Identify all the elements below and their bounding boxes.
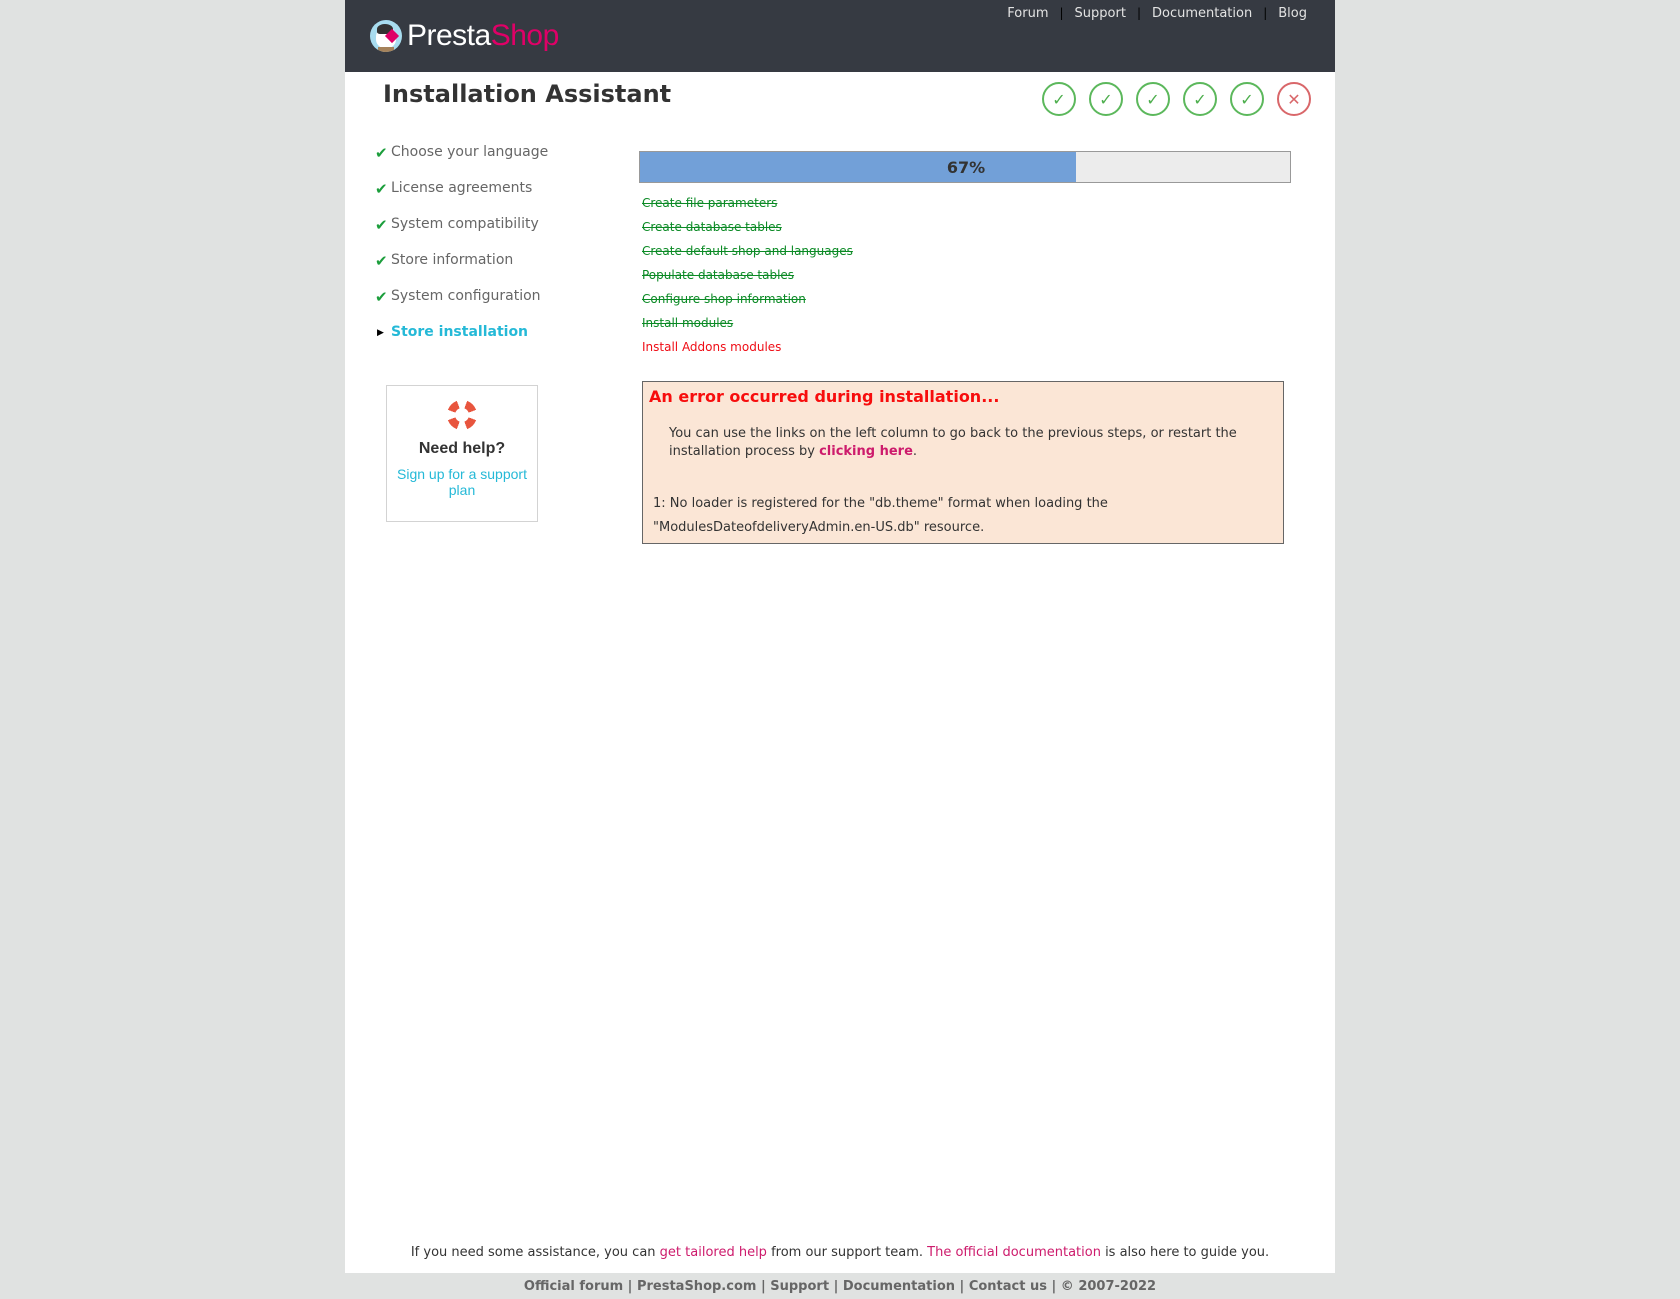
task-item: Create file parameters <box>642 196 778 210</box>
checkmark-icon: ✔ <box>375 252 388 270</box>
task-item: Create default shop and languages <box>642 244 853 258</box>
lifebuoy-icon <box>447 400 477 430</box>
top-nav <box>1007 6 1307 21</box>
sidebar-item-label: Store information <box>391 252 514 268</box>
sidebar-item-label: License agreements <box>391 180 533 196</box>
checkmark-icon: ✔ <box>375 144 388 162</box>
checkmark-icon: ✔ <box>375 288 388 306</box>
assistance-text: If you need some assistance, you can get tailored help from our support team. The official documentation is also here to guide you. <box>410 1245 1270 1260</box>
sidebar-item-label: Choose your language <box>391 144 549 160</box>
nav-separator: | <box>1136 6 1141 20</box>
footer-link-contact-us[interactable]: Contact us <box>968 1279 1047 1294</box>
task-item: Install modules <box>642 316 734 330</box>
task-item: Create database tables <box>642 220 782 234</box>
footer-link-documentation[interactable]: Documentation <box>842 1279 956 1294</box>
install-progress-bar <box>639 151 1291 183</box>
nav-link-documentation[interactable]: Documentation <box>1151 6 1253 21</box>
task-item: Populate database tables <box>642 268 795 282</box>
steps-sidebar <box>375 144 595 360</box>
check-icon: ✓ <box>1230 82 1264 116</box>
official-documentation-link[interactable]: The official documentation <box>927 1245 1101 1260</box>
progress-percent: 67% <box>946 158 986 177</box>
task-item: Configure shop information <box>642 292 806 306</box>
nav-link-blog[interactable]: Blog <box>1278 6 1307 21</box>
nav-separator: | <box>1059 6 1064 20</box>
sidebar-item-system-compatibility[interactable] <box>375 216 595 252</box>
cross-icon: ✕ <box>1277 82 1311 116</box>
check-icon: ✓ <box>1089 82 1123 116</box>
sidebar-item-system-configuration[interactable] <box>375 288 595 324</box>
page-title: Installation Assistant <box>383 80 672 108</box>
checkmark-icon: ✔ <box>375 180 388 198</box>
header-bar <box>345 0 1335 72</box>
prestashop-logo[interactable] <box>370 19 559 53</box>
footer-link-prestashop-com[interactable]: PrestaShop.com <box>636 1279 757 1294</box>
nav-link-forum[interactable]: Forum <box>1007 6 1049 21</box>
error-box <box>642 381 1284 544</box>
install-task-list <box>642 196 853 364</box>
sidebar-item-store-information[interactable] <box>375 252 595 288</box>
footer-link-support[interactable]: Support <box>770 1279 830 1294</box>
tailored-help-link[interactable]: get tailored help <box>659 1245 767 1260</box>
copyright: © 2007-2022 <box>1060 1279 1157 1294</box>
footer-links: Official forum | PrestaShop.com | Support | Documentation | Contact us | © 2007-2022 <box>523 1279 1157 1294</box>
current-step-arrow-icon: ▶ <box>377 328 384 338</box>
need-help-title: Need help? <box>418 440 506 457</box>
logo-text: PrestaShop <box>407 19 559 52</box>
check-icon: ✓ <box>1136 82 1170 116</box>
nav-separator: | <box>1263 6 1268 20</box>
nav-link-support[interactable]: Support <box>1074 6 1126 21</box>
step-status-indicators <box>1042 82 1311 116</box>
sidebar-item-label: System configuration <box>391 288 541 304</box>
support-plan-link[interactable]: Sign up for a support plan <box>397 466 527 498</box>
check-icon: ✓ <box>1042 82 1076 116</box>
need-help-box <box>386 385 538 522</box>
sidebar-item-label: System compatibility <box>391 216 539 232</box>
error-title: An error occurred during installation... <box>649 387 1000 406</box>
checkmark-icon: ✔ <box>375 216 388 234</box>
footer-link-official-forum[interactable]: Official forum <box>523 1279 624 1294</box>
installer-page <box>345 0 1335 1273</box>
sidebar-item-choose-language[interactable] <box>375 144 595 180</box>
puffin-logo-icon <box>370 20 402 52</box>
sidebar-item-store-installation <box>375 324 595 360</box>
error-message: You can use the links on the left column to go back to the previous steps, or restart the installation process by clicking here. <box>669 426 1237 459</box>
sidebar-item-label: Store installation <box>391 324 529 340</box>
error-detail: 1: No loader is registered for the "db.theme" format when loading the "ModulesDateofdeliveryAdmin.en-US.db" resource. <box>653 496 1108 535</box>
sidebar-item-license-agreements[interactable] <box>375 180 595 216</box>
task-item-failed: Install Addons modules <box>642 340 782 354</box>
check-icon: ✓ <box>1183 82 1217 116</box>
restart-installation-link[interactable]: clicking here <box>819 444 913 459</box>
